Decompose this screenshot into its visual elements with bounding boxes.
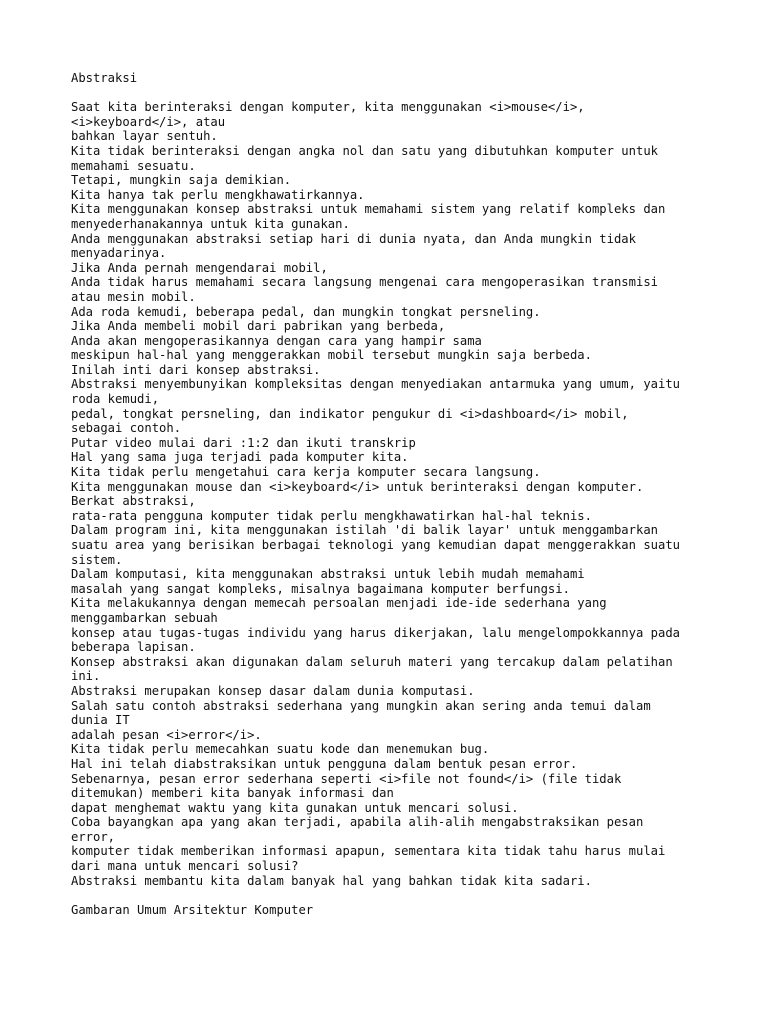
next-section-title: Gambaran Umum Arsitektur Komputer [71,902,314,917]
text-line: meskipun hal-hal yang menggerakkan mobil tersebut mungkin saja berbeda. [71,348,592,363]
text-line: Anda tidak harus memahami secara langsung mengenai cara mengoperasikan transmisi [71,275,658,290]
text-line: Tetapi, mungkin saja demikian. [71,173,292,188]
text-line: Ada roda kemudi, beberapa pedal, dan mungkin tongkat persneling. [71,304,541,319]
text-line: dari mana untuk mencari solusi? [71,859,299,874]
text-line: memahami sesuatu. [71,158,196,173]
text-line: ditemukan) memberi kita banyak informasi dan [71,786,394,801]
text-line: dunia IT [71,713,130,728]
document-page [71,71,711,917]
text-line: bahkan layar sentuh. [71,129,218,144]
text-line: sebagai contoh. [71,421,182,436]
text-line: Hal yang sama juga terjadi pada komputer kita. [71,450,409,465]
text-line: Konsep abstraksi akan digunakan dalam seluruh materi yang tercakup dalam pelatihan [71,654,673,669]
text-line: Berkat abstraksi, [71,494,196,509]
text-line: sistem. [71,552,123,567]
text-line: komputer tidak memberikan informasi apapun, sementara kita tidak tahu harus mulai [71,844,666,859]
text-line: Kita hanya tak perlu mengkhawatirkannya. [71,187,365,202]
text-line: Abstraksi merupakan konsep dasar dalam dunia komputasi. [71,683,475,698]
blank-line [71,888,711,903]
text-line: Kita menggunakan konsep abstraksi untuk memahami sistem yang relatif kompleks dan [71,202,666,217]
text-line: adalah pesan <i>error</i>. [71,727,262,742]
text-line: Inilah inti dari konsep abstraksi. [71,362,321,377]
text-line: beberapa lapisan. [71,640,196,655]
text-line: Hal ini telah diabstraksikan untuk pengguna dalam bentuk pesan error. [71,756,578,771]
text-line: Abstraksi membantu kita dalam banyak hal yang bahkan tidak kita sadari. [71,873,592,888]
text-line: atau mesin mobil. [71,289,196,304]
blank-line [71,86,711,101]
text-line: dapat menghemat waktu yang kita gunakan untuk mencari solusi. [71,800,519,815]
text-line: Jika Anda membeli mobil dari pabrikan yang berbeda, [71,319,446,334]
text-line: suatu area yang berisikan berbagai teknologi yang kemudian dapat menggerakkan suatu [71,538,681,552]
text-line: Jika Anda pernah mengendarai mobil, [71,260,328,275]
text-line: menyadarinya. [71,246,167,261]
text-line: menggambarkan sebuah [71,610,218,625]
text-line: Kita melakukannya dengan memecah persoalan menjadi ide-ide sederhana yang [71,596,607,611]
text-line: roda kemudi, [71,392,160,407]
text-line: konsep atau tugas-tugas individu yang harus dikerjakan, lalu mengelompokkannya pada [71,625,681,640]
text-line: <i>keyboard</i>, atau [71,114,226,129]
text-line: Dalam program ini, kita menggunakan istilah 'di balik layar' untuk menggambarkan [71,523,658,538]
document-body [71,100,711,888]
text-line: Anda menggunakan abstraksi setiap hari di dunia nyata, dan Anda mungkin tidak [71,231,636,246]
text-line: Kita tidak perlu memecahkan suatu kode dan menemukan bug. [71,742,490,757]
section-title: Abstraksi [71,71,138,85]
text-line: Sebenarnya, pesan error sederhana seperti <i>file not found</i> (file tidak [71,771,622,786]
text-line: Kita tidak perlu mengetahui cara kerja komputer secara langsung. [71,465,541,480]
text-line: Kita menggunakan mouse dan <i>keyboard</i> untuk berinteraksi dengan komputer. [71,479,644,494]
text-line: pedal, tongkat persneling, dan indikator pengukur di <i>dashboard</i> mobil, [71,406,629,421]
text-line: ini. [71,669,101,684]
text-line: error, [71,829,116,844]
text-line: Anda akan mengoperasikannya dengan cara yang hampir sama [71,333,482,348]
text-line: Salah satu contoh abstraksi sederhana yang mungkin akan sering anda temui dalam [71,698,651,713]
text-line: Coba bayangkan apa yang akan terjadi, apabila alih-alih mengabstraksikan pesan [71,815,644,830]
text-line: rata-rata pengguna komputer tidak perlu mengkhawatirkan hal-hal teknis. [71,508,592,523]
text-line: Saat kita berinteraksi dengan komputer, kita menggunakan <i>mouse</i>, [71,100,585,115]
text-line: Putar video mulai dari :1:2 dan ikuti transkrip [71,435,416,450]
text-line: Kita tidak berinteraksi dengan angka nol dan satu yang dibutuhkan komputer untuk [71,143,658,158]
text-line: masalah yang sangat kompleks, misalnya bagaimana komputer berfungsi. [71,581,570,596]
text-line: Dalam komputasi, kita menggunakan abstraksi untuk lebih mudah memahami [71,567,585,582]
text-line: Abstraksi menyembunyikan kompleksitas dengan menyediakan antarmuka yang umum, yaitu [71,377,681,392]
text-line: menyederhanakannya untuk kita gunakan. [71,216,350,231]
